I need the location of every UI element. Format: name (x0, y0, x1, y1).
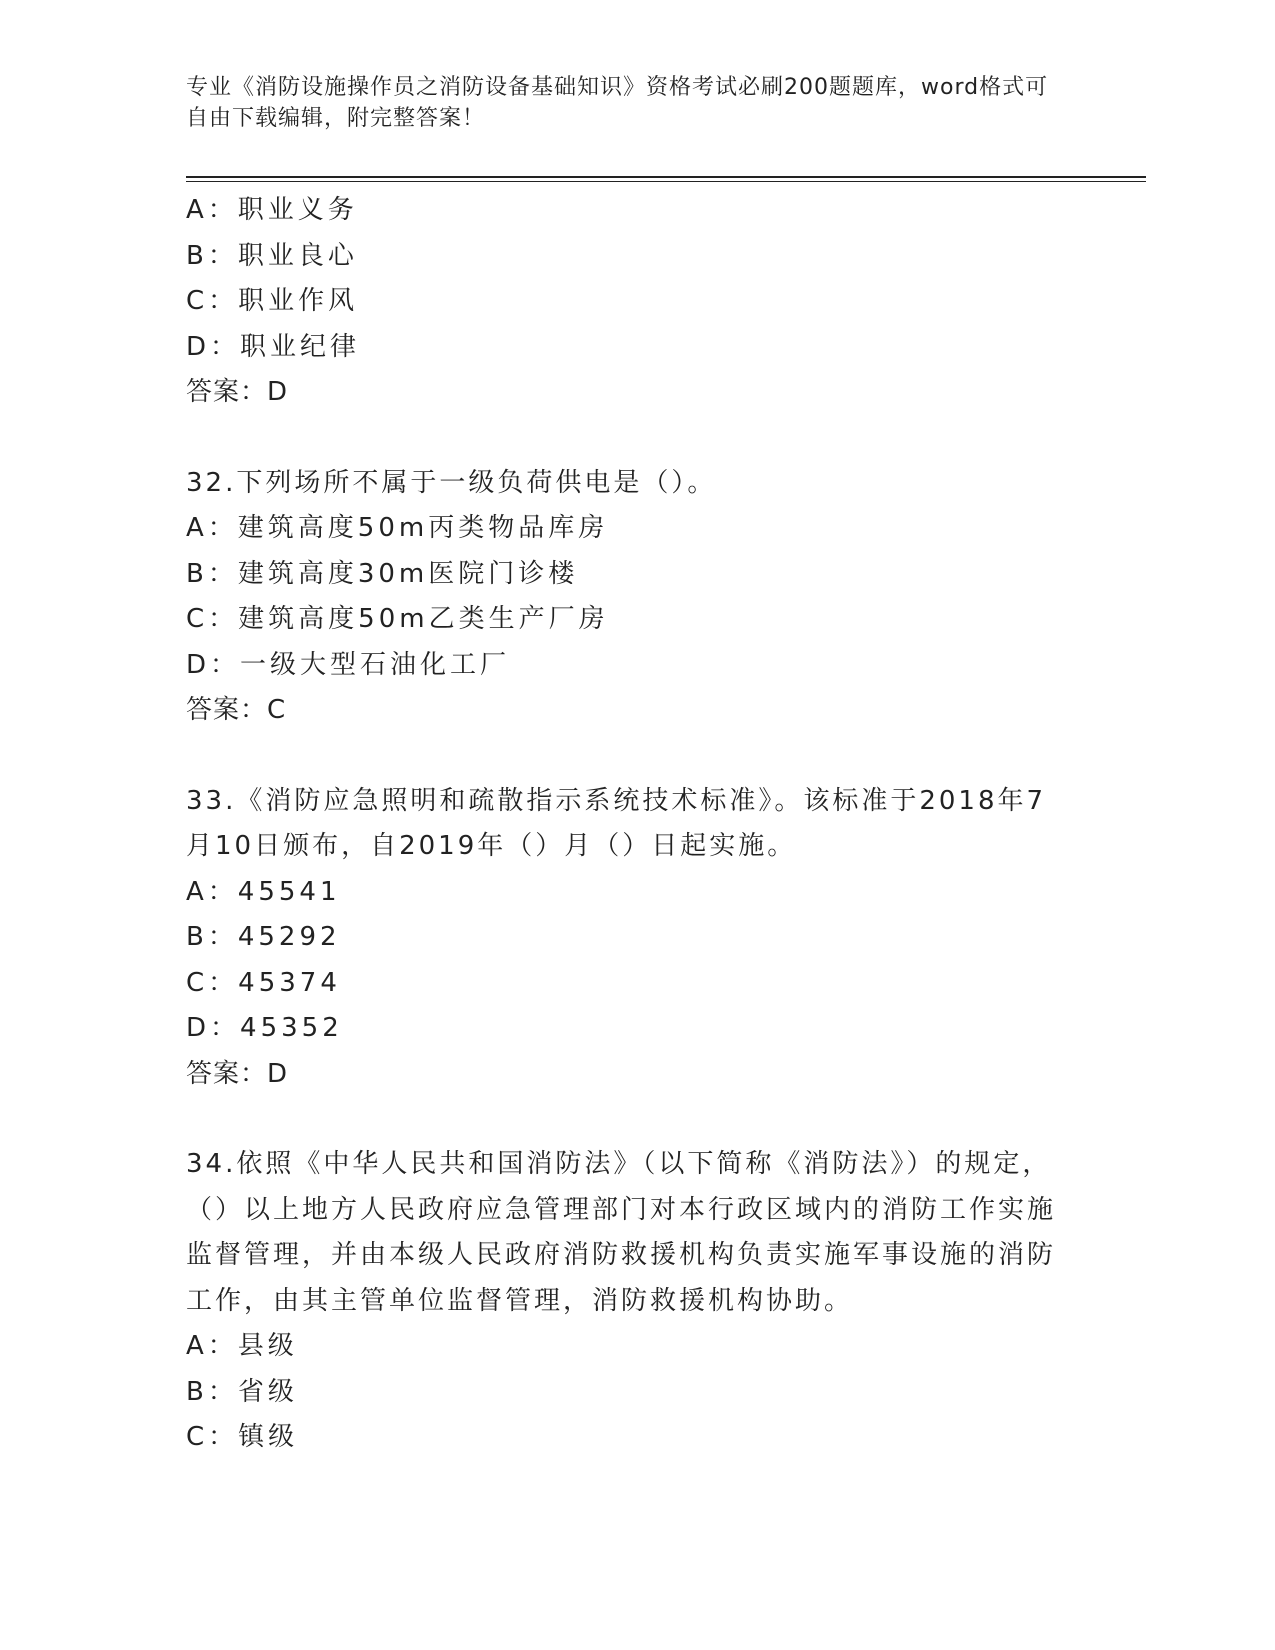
header-rule-thin (186, 181, 1146, 182)
option-c: C：镇级 (186, 1422, 299, 1452)
spacer (186, 416, 1066, 461)
option-d: D：职业纪律 (186, 331, 361, 362)
option-b: B：职业良心 (186, 240, 358, 271)
option-c: C：建筑高度50m乙类生产厂房 (186, 604, 609, 634)
answer: 答案：D (186, 377, 289, 407)
option-a: A：职业义务 (186, 195, 358, 225)
option-a: A：45541 (186, 876, 341, 907)
option-b: B：45292 (186, 922, 341, 952)
answer: 答案：C (186, 695, 287, 725)
question-block (186, 779, 1066, 1098)
question-block (186, 461, 1066, 734)
question-list (186, 188, 1066, 1461)
option-d: D：一级大型石油化工厂 (186, 649, 511, 680)
option-c: C：职业作风 (186, 286, 359, 316)
question-text: 33.《消防应急照明和疏散指示系统技术标准》。该标准于2018年7月10日颁布，自2019年（）月（）日起实施。 (186, 785, 1047, 861)
option-b: B：建筑高度30m医院门诊楼 (186, 558, 579, 589)
spacer (186, 734, 1066, 779)
question-text: 32.下列场所不属于一级负荷供电是（）。 (186, 467, 717, 498)
answer: 答案：D (186, 1058, 289, 1089)
question-text: 34.依照《中华人民共和国消防法》（以下简称《消防法》）的规定，（）以上地方人民政府应急管理部门对本行政区域内的消防工作实施监督管理，并由本级人民政府消防救援机构负责实施军事设施的消防工作，由其主管单位监督管理，消防救援机构协助。 (186, 1149, 1057, 1316)
question-block (186, 188, 1066, 416)
header-rule-thick (186, 176, 1146, 178)
option-a: A：县级 (186, 1331, 298, 1361)
option-c: C：45374 (186, 967, 341, 998)
option-b: B：省级 (186, 1376, 298, 1407)
question-block (186, 1142, 1066, 1461)
document-header: 专业《消防设施操作员之消防设备基础知识》资格考试必刷200题题库，word格式可自由下载编辑，附完整答案！ (186, 75, 1049, 131)
option-d: D：45352 (186, 1013, 343, 1043)
spacer (186, 1097, 1066, 1142)
option-a: A：建筑高度50m丙类物品库房 (186, 513, 609, 543)
